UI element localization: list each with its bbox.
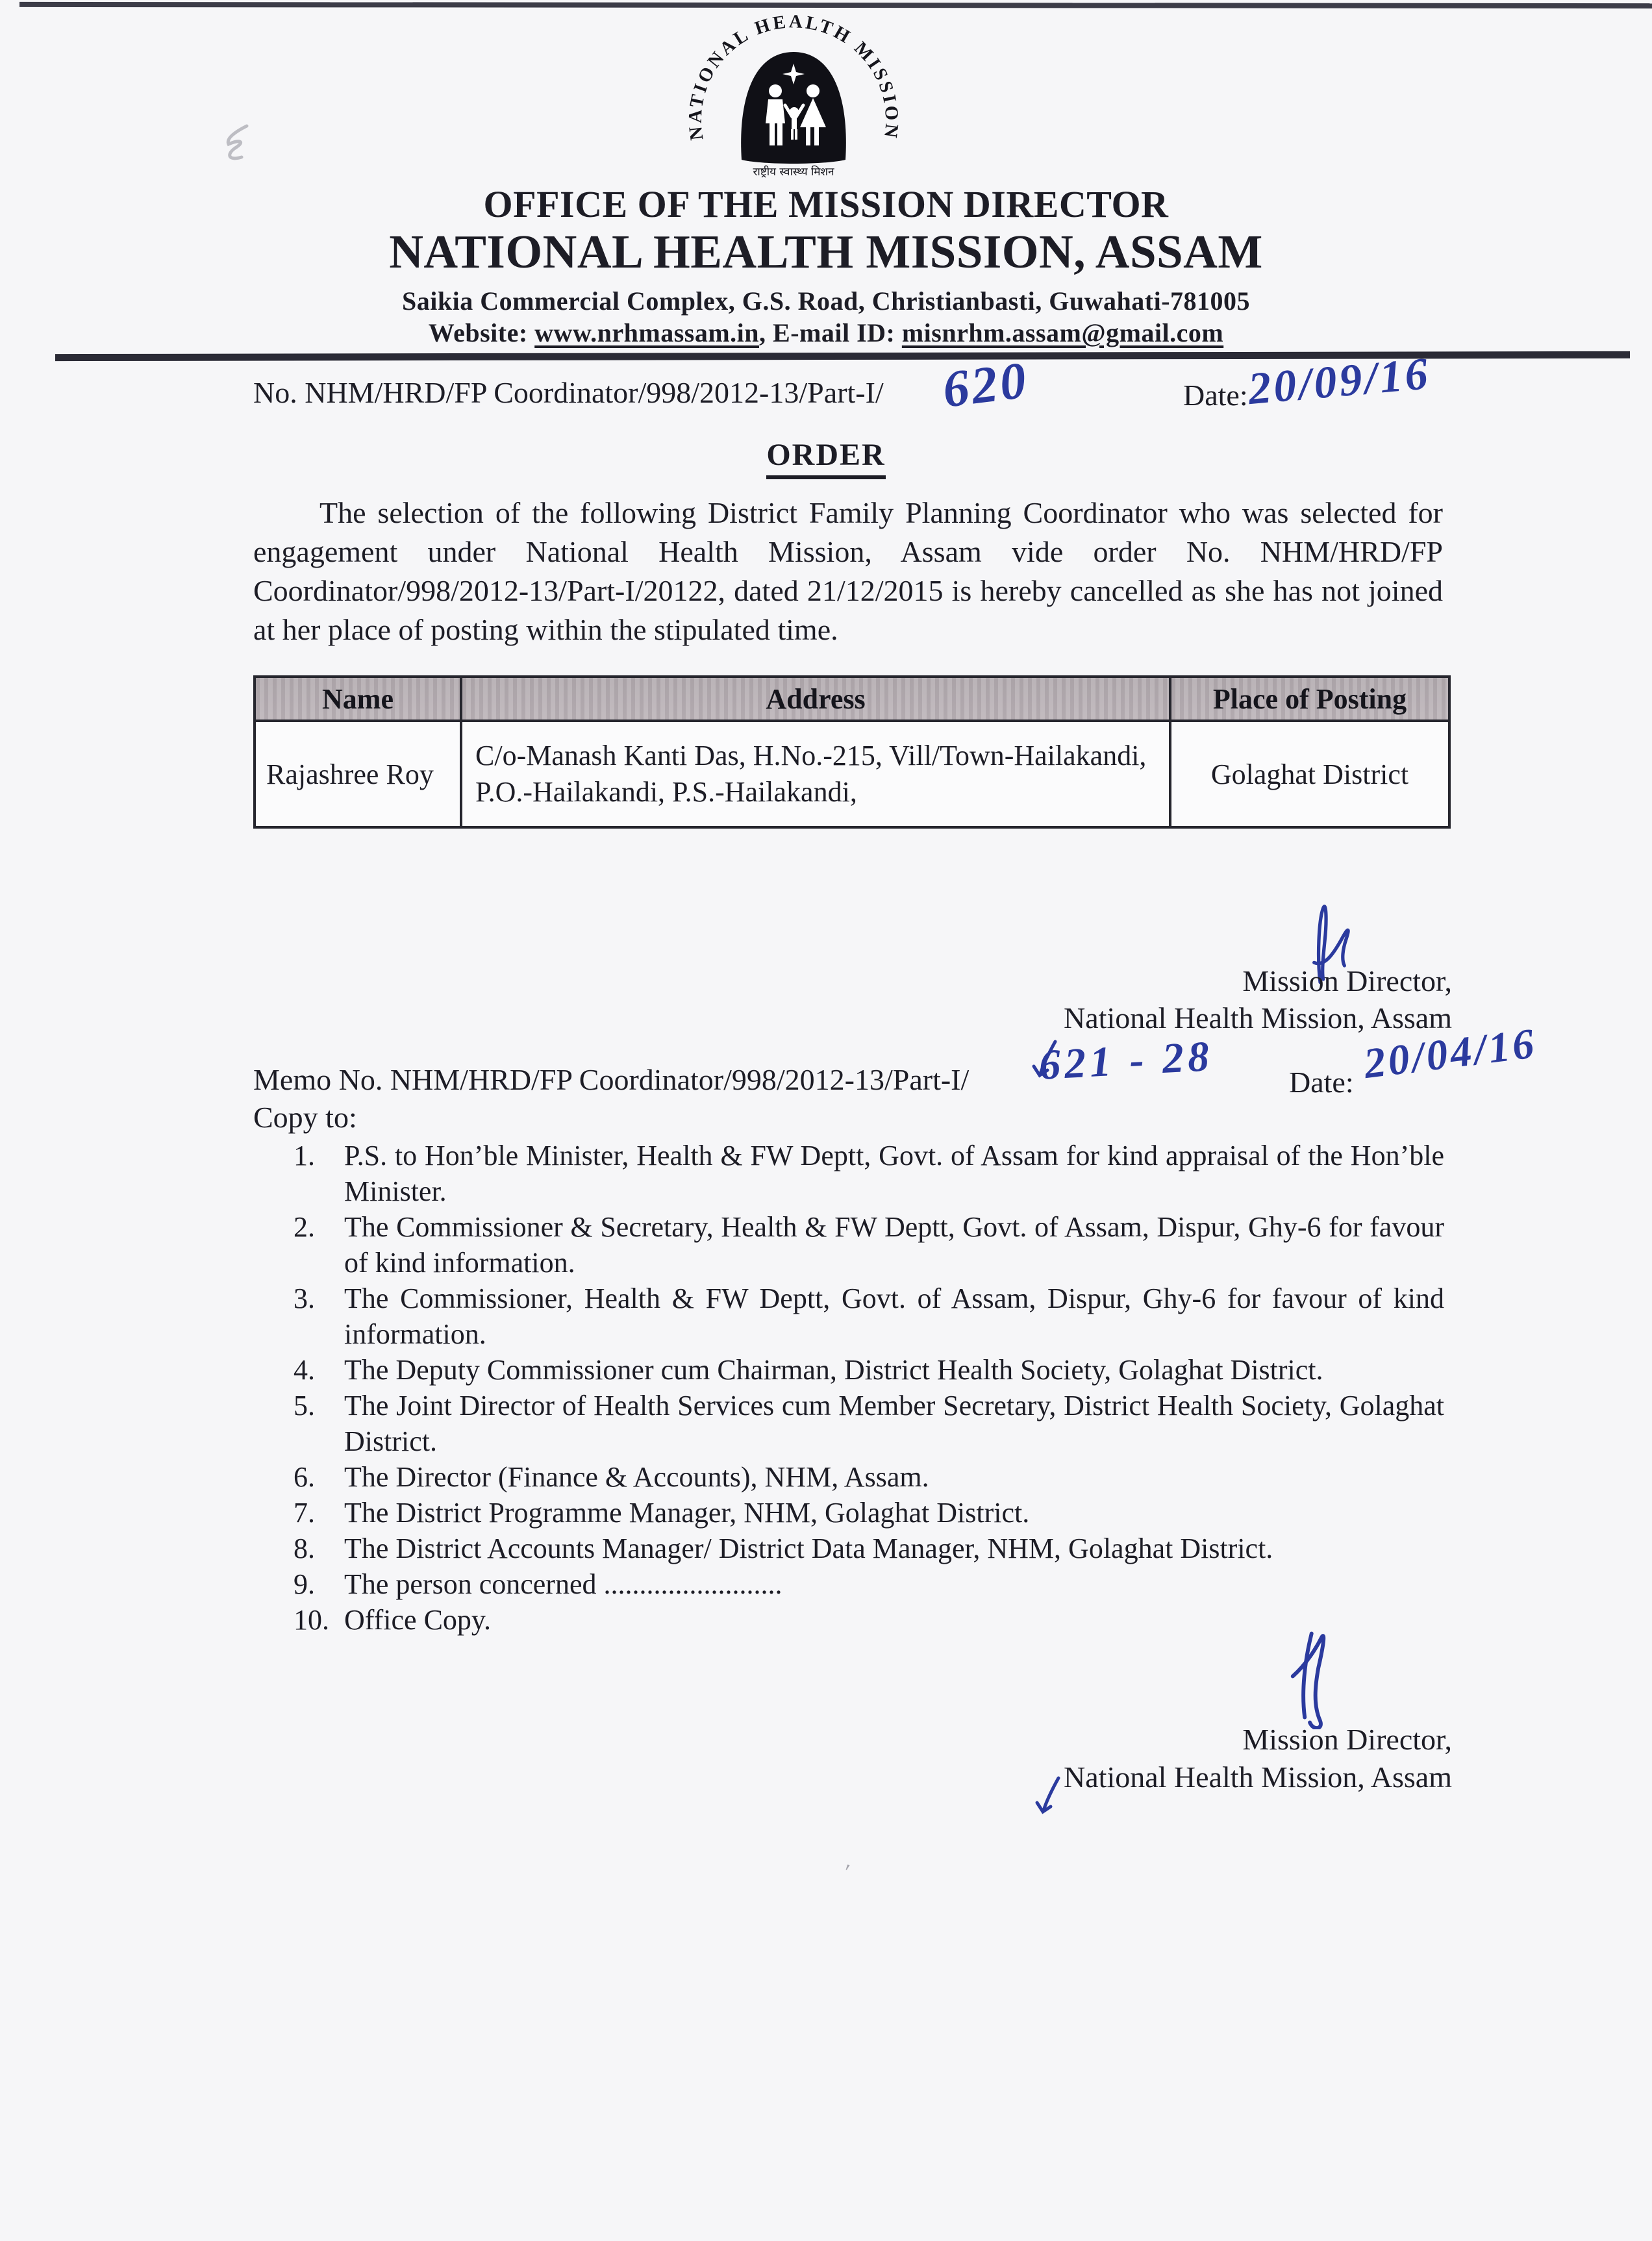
organisation-line: NATIONAL HEALTH MISSION, ASSAM (389, 225, 1263, 278)
list-item-text: The Commissioner, Health & FW Deptt, Govt. of Assam, Dispur, Ghy-6 for favour of kind information. (344, 1283, 1444, 1350)
cell-address: C/o-Manash Kanti Das, H.No.-215, Vill/Town-Hailakandi, P.O.-Hailakandi, P.S.-Hailakandi, (461, 721, 1170, 827)
list-item (294, 1352, 1444, 1388)
list-item (294, 1459, 1444, 1495)
list-item-text: The person concerned ......................... (344, 1568, 782, 1600)
list-item-text: The Commissioner & Secretary, Health & FW Deptt, Govt. of Assam, Dispur, Ghy-6 for favour of kind information. (344, 1211, 1444, 1279)
memo-number-handwritten: 621 - 28 (1038, 1033, 1214, 1089)
table-header-row (255, 677, 1449, 721)
list-item-number: 5. (294, 1390, 315, 1421)
address-line: Saikia Commercial Complex, G.S. Road, Christianbasti, Guwahati-781005 (401, 286, 1251, 316)
website-url: www.nrhmassam.in (534, 318, 760, 347)
selection-table (253, 675, 1451, 829)
list-item-number: 10. (294, 1604, 329, 1636)
col-header-name: Name (255, 677, 461, 721)
website-email-line (0, 318, 1652, 348)
signatory-org-2: National Health Mission, Assam (1064, 1760, 1452, 1794)
list-item-text: The Joint Director of Health Services cum Member Secretary, District Health Society, Golaghat District. (344, 1390, 1444, 1457)
list-item-number: 1. (294, 1140, 315, 1171)
list-item-text: The District Accounts Manager/ District Data Manager, NHM, Golaghat District. (344, 1533, 1273, 1564)
signatory-org-1: National Health Mission, Assam (1064, 1001, 1452, 1034)
cell-name: Rajashree Roy (255, 721, 461, 827)
nhm-logo (677, 14, 910, 180)
copy-distribution-list (294, 1138, 1444, 1638)
nhm-logo-icon (677, 14, 910, 178)
order-body-paragraph: The selection of the following District Family Planning Coordinator who was selected for engagement under National Health Mission, Assam vide order No. NHM/HRD/FP Coordinator/998/2012-13/Part-I/20122, dated 21/12/2015 is hereby cancelled as she has not joined at her place of posting within the stipulated time. (253, 496, 1443, 646)
col-header-address: Address (461, 677, 1170, 721)
list-item-number: 7. (294, 1497, 315, 1529)
list-item-number: 4. (294, 1354, 315, 1386)
list-item (294, 1531, 1444, 1566)
list-item-number: 6. (294, 1461, 315, 1493)
order-heading-wrap (0, 437, 1652, 479)
list-item-text: The Deputy Commissioner cum Chairman, District Health Society, Golaghat District. (344, 1354, 1323, 1386)
order-heading: ORDER (766, 437, 885, 479)
website-label: Website: (428, 318, 535, 347)
ref-number-handwritten: 620 (940, 351, 1032, 419)
ink-arrow-mark-2 (1032, 1774, 1066, 1820)
signature-ink-2 (1263, 1627, 1367, 1729)
logo-hindi-text: राष्ट्रीय स्वास्थ्य मिशन (753, 166, 834, 178)
list-item (294, 1566, 1444, 1602)
col-header-place: Place of Posting (1170, 677, 1449, 721)
signatory-title-2: Mission Director, (1242, 1723, 1452, 1756)
list-item (294, 1138, 1444, 1209)
table-row (255, 721, 1449, 827)
memo-date-handwritten: 20/04/16 (1361, 1020, 1540, 1088)
list-item (294, 1495, 1444, 1531)
email-label: , E-mail ID: (759, 318, 902, 347)
list-item (294, 1388, 1444, 1459)
office-line: OFFICE OF THE MISSION DIRECTOR (483, 183, 1169, 225)
ref-date-label: Date: (1183, 379, 1248, 412)
ref-date-handwritten: 20/09/16 (1246, 348, 1433, 415)
list-item-text: The Director (Finance & Accounts), NHM, Assam. (344, 1461, 929, 1493)
memo-date-label: Date: (1289, 1066, 1354, 1099)
logo-curved-text: NATIONAL HEALTH MISSION (684, 14, 903, 142)
list-item (294, 1209, 1444, 1281)
signatory-title-1: Mission Director, (1242, 964, 1452, 997)
copy-to-label: Copy to: (253, 1101, 357, 1134)
ref-number-label: No. NHM/HRD/FP Coordinator/998/2012-13/Part-I/ (253, 376, 884, 409)
list-item (294, 1281, 1444, 1352)
list-item-text: Office Copy. (344, 1604, 492, 1636)
memo-number-label: Memo No. NHM/HRD/FP Coordinator/998/2012-13/Part-I/ (253, 1063, 970, 1096)
list-item-number: 3. (294, 1283, 315, 1314)
list-item-number: 2. (294, 1211, 315, 1243)
pencil-squiggle-mark (206, 118, 265, 180)
list-item-text: P.S. to Hon’ble Minister, Health & FW Deptt, Govt. of Assam for kind appraisal of the Hon’ble Minister. (344, 1140, 1444, 1207)
list-item-number: 8. (294, 1533, 315, 1564)
scan-top-edge (19, 2, 1652, 8)
list-item-text: The District Programme Manager, NHM, Golaghat District. (344, 1497, 1030, 1529)
list-item-number: 9. (294, 1568, 315, 1600)
email-address: misnrhm.assam@gmail.com (901, 318, 1224, 347)
stray-pen-speck: ′ (841, 1859, 852, 1886)
cell-place-of-posting: Golaghat District (1170, 721, 1449, 827)
